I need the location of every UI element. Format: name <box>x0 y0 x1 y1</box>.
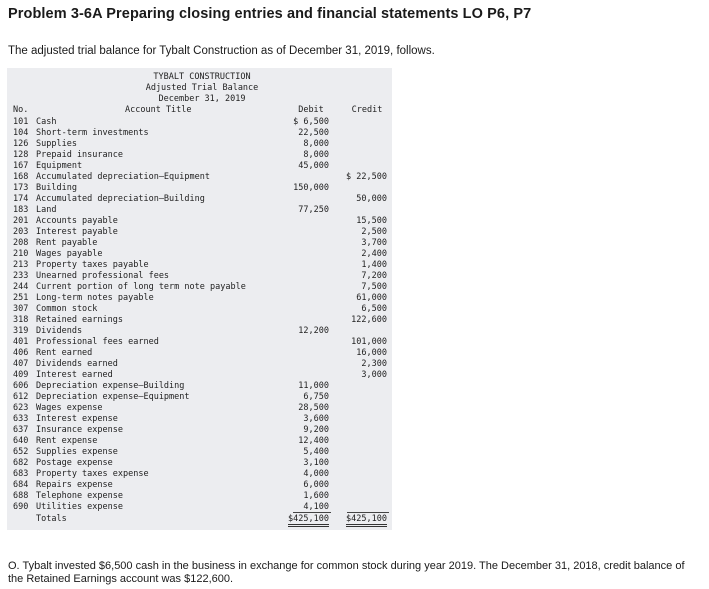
table-row <box>7 304 392 315</box>
account-number: 210 <box>13 249 29 259</box>
account-number: 203 <box>13 227 29 237</box>
debit-amount: $ 6,500 <box>293 117 329 127</box>
account-number: 318 <box>13 315 29 325</box>
credit-amount: 15,500 <box>356 216 387 226</box>
account-title: Rent earned <box>36 348 93 358</box>
table-row <box>7 172 392 183</box>
total-debit: $425,100 <box>281 514 329 525</box>
account-title: Short-term investments <box>36 128 149 138</box>
column-header-credit: Credit <box>351 105 383 115</box>
debit-amount: 5,400 <box>303 447 329 457</box>
debit-amount: 12,400 <box>298 436 329 446</box>
table-row <box>7 150 392 161</box>
account-title: Wages payable <box>36 249 103 259</box>
totals-label: Totals <box>36 514 67 524</box>
account-number: 683 <box>13 469 29 479</box>
table-row <box>7 260 392 271</box>
table-row <box>7 348 392 359</box>
trial-balance-rows <box>7 117 392 513</box>
intro-text: The adjusted trial balance for Tybalt Construction as of December 31, 2019, follows. <box>8 45 435 57</box>
column-header-account-title: Account Title <box>125 105 192 115</box>
total-credit: $425,100 <box>339 514 387 525</box>
account-title: Interest payable <box>36 227 118 237</box>
table-row <box>7 238 392 249</box>
account-title: Dividends <box>36 326 83 336</box>
account-title: Rent payable <box>36 238 98 248</box>
debit-amount: 150,000 <box>293 183 329 193</box>
credit-amount: $ 22,500 <box>346 172 387 182</box>
account-title: Telephone expense <box>36 491 123 501</box>
debit-amount: 4,100 <box>303 502 329 512</box>
account-number: 406 <box>13 348 29 358</box>
account-number: 128 <box>13 150 29 160</box>
table-row <box>7 139 392 150</box>
account-title: Long-term notes payable <box>36 293 154 303</box>
account-number: 407 <box>13 359 29 369</box>
account-title: Unearned professional fees <box>36 271 170 281</box>
credit-amount: 3,700 <box>361 238 387 248</box>
credit-amount: 101,000 <box>351 337 387 347</box>
credit-amount: 2,500 <box>361 227 387 237</box>
table-row <box>7 425 392 436</box>
debit-amount: 6,000 <box>303 480 329 490</box>
account-number: 244 <box>13 282 29 292</box>
account-title: Professional fees earned <box>36 337 159 347</box>
totals-row <box>7 514 392 526</box>
account-title: Accumulated depreciation—Building <box>36 194 205 204</box>
credit-amount: 3,000 <box>361 370 387 380</box>
account-title: Rent expense <box>36 436 98 446</box>
table-row <box>7 216 392 227</box>
account-title: Retained earnings <box>36 315 123 325</box>
trial-balance-table <box>7 68 392 530</box>
account-title: Current portion of long term note payable <box>36 282 246 292</box>
debit-amount: 3,600 <box>303 414 329 424</box>
credit-amount: 6,500 <box>361 304 387 314</box>
account-number: 633 <box>13 414 29 424</box>
note-text: O. Tybalt invested $6,500 cash in the business in exchange for common stock during year 2019. The December 31, 2018, credit balance of the Retained Earnings account was $122,600. <box>8 560 685 585</box>
account-number: 183 <box>13 205 29 215</box>
account-number: 690 <box>13 502 29 512</box>
table-row <box>7 491 392 502</box>
account-title: Supplies <box>36 139 77 149</box>
account-title: Supplies expense <box>36 447 118 457</box>
table-row <box>7 403 392 414</box>
debit-amount: 11,000 <box>298 381 329 391</box>
account-title: Prepaid insurance <box>36 150 123 160</box>
account-number: 233 <box>13 271 29 281</box>
debit-amount: 12,200 <box>298 326 329 336</box>
debit-amount: 45,000 <box>298 161 329 171</box>
account-number: 213 <box>13 260 29 270</box>
credit-amount: 2,300 <box>361 359 387 369</box>
table-row <box>7 293 392 304</box>
account-number: 167 <box>13 161 29 171</box>
table-row <box>7 370 392 381</box>
table-row <box>7 315 392 326</box>
account-title: Wages expense <box>36 403 103 413</box>
credit-amount: 16,000 <box>356 348 387 358</box>
account-number: 652 <box>13 447 29 457</box>
account-number: 319 <box>13 326 29 336</box>
table-row <box>7 359 392 370</box>
account-title: Equipment <box>36 161 83 171</box>
table-row <box>7 436 392 447</box>
statement-date: December 31, 2019 <box>158 94 246 104</box>
table-row <box>7 194 392 205</box>
account-number: 307 <box>13 304 29 314</box>
debit-amount: 9,200 <box>303 425 329 435</box>
account-title: Accumulated depreciation—Equipment <box>36 172 210 182</box>
account-title: Postage expense <box>36 458 113 468</box>
account-number: 208 <box>13 238 29 248</box>
table-row <box>7 458 392 469</box>
company-name: TYBALT CONSTRUCTION <box>153 72 251 82</box>
debit-amount: 8,000 <box>303 139 329 149</box>
table-row <box>7 502 392 513</box>
table-row <box>7 161 392 172</box>
table-row <box>7 183 392 194</box>
table-row <box>7 282 392 293</box>
debit-amount: 8,000 <box>303 150 329 160</box>
table-row <box>7 480 392 491</box>
account-title: Depreciation expense—Equipment <box>36 392 190 402</box>
problem-title: Problem 3-6A Preparing closing entries and financial statements LO P6, P7 <box>8 6 532 22</box>
account-number: 606 <box>13 381 29 391</box>
account-title: Land <box>36 205 57 215</box>
table-row <box>7 271 392 282</box>
account-title: Common stock <box>36 304 98 314</box>
account-number: 401 <box>13 337 29 347</box>
statement-name: Adjusted Trial Balance <box>145 83 259 93</box>
account-title: Property taxes expense <box>36 469 149 479</box>
account-number: 201 <box>13 216 29 226</box>
column-header-no: No. <box>13 105 29 115</box>
debit-amount: 22,500 <box>298 128 329 138</box>
credit-amount: 7,500 <box>361 282 387 292</box>
account-number: 623 <box>13 403 29 413</box>
debit-amount: 1,600 <box>303 491 329 501</box>
account-title: Dividends earned <box>36 359 118 369</box>
table-row <box>7 249 392 260</box>
account-number: 168 <box>13 172 29 182</box>
credit-amount: 1,400 <box>361 260 387 270</box>
account-number: 688 <box>13 491 29 501</box>
account-title: Insurance expense <box>36 425 123 435</box>
account-title: Repairs expense <box>36 480 113 490</box>
debit-amount: 6,750 <box>303 392 329 402</box>
account-number: 409 <box>13 370 29 380</box>
debit-amount: 28,500 <box>298 403 329 413</box>
credit-total-rule <box>347 512 389 513</box>
table-row <box>7 381 392 392</box>
table-row <box>7 326 392 337</box>
debit-total-rule <box>293 512 331 513</box>
account-title: Accounts payable <box>36 216 118 226</box>
credit-amount: 50,000 <box>356 194 387 204</box>
account-title: Cash <box>36 117 57 127</box>
table-row <box>7 227 392 238</box>
debit-amount: 3,100 <box>303 458 329 468</box>
account-number: 126 <box>13 139 29 149</box>
account-number: 640 <box>13 436 29 446</box>
account-number: 251 <box>13 293 29 303</box>
account-number: 682 <box>13 458 29 468</box>
account-title: Interest earned <box>36 370 113 380</box>
credit-amount: 61,000 <box>356 293 387 303</box>
account-number: 637 <box>13 425 29 435</box>
account-number: 104 <box>13 128 29 138</box>
debit-amount: 4,000 <box>303 469 329 479</box>
credit-amount: 2,400 <box>361 249 387 259</box>
table-row <box>7 469 392 480</box>
table-row <box>7 117 392 128</box>
account-title: Depreciation expense—Building <box>36 381 185 391</box>
table-row <box>7 128 392 139</box>
account-title: Utilities expense <box>36 502 123 512</box>
table-row <box>7 337 392 348</box>
account-number: 101 <box>13 117 29 127</box>
table-row <box>7 392 392 403</box>
credit-amount: 7,200 <box>361 271 387 281</box>
account-title: Interest expense <box>36 414 118 424</box>
table-row <box>7 414 392 425</box>
credit-amount: 122,600 <box>351 315 387 325</box>
account-number: 684 <box>13 480 29 490</box>
account-number: 612 <box>13 392 29 402</box>
column-header-debit: Debit <box>298 105 324 115</box>
account-number: 174 <box>13 194 29 204</box>
table-row <box>7 205 392 216</box>
account-title: Building <box>36 183 77 193</box>
account-title: Property taxes payable <box>36 260 149 270</box>
table-row <box>7 447 392 458</box>
debit-amount: 77,250 <box>298 205 329 215</box>
account-number: 173 <box>13 183 29 193</box>
